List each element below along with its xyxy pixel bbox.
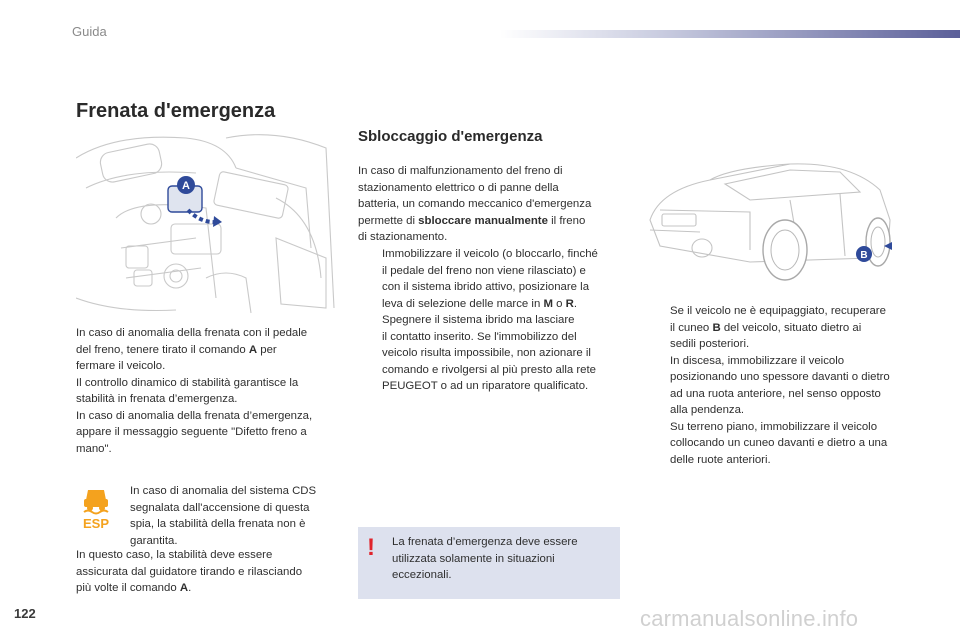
text-line: utilizzata solamente in situazioni	[392, 552, 555, 565]
page-number: 122	[14, 606, 36, 621]
text-line: il contatto inserito. Se l'immobilizzo del	[382, 330, 577, 343]
warning-note-text	[392, 534, 612, 584]
cds-anomaly-paragraph	[130, 483, 340, 549]
text-line: In discesa, immobilizzare il veicolo	[670, 354, 845, 367]
text-line: collocando un cuneo davanti e dietro a una	[670, 437, 888, 449]
car-wedge-illustration	[640, 150, 900, 290]
text-line: posizionando uno spessore davanti o dietro	[670, 371, 890, 383]
bullet-item	[358, 246, 626, 312]
text-line: eccezionali.	[392, 569, 452, 581]
text-line: leva di selezione delle marce in M o R.	[382, 297, 578, 310]
text-line: PEUGEOT o ad un riparatore qualificato.	[382, 380, 589, 392]
bullet-item	[646, 303, 916, 353]
bold-term: M	[543, 297, 553, 310]
text-line: Su terreno piano, immobilizzare il veicolo	[670, 420, 878, 433]
text-line: di stazionamento.	[358, 231, 448, 243]
watermark: carmanualsonline.info	[640, 606, 859, 631]
text-line: con il sistema ibrido attivo, posizionare la	[382, 281, 590, 293]
text-line: stabilità in frenata d’emergenza.	[76, 393, 238, 405]
text-line: fermare il veicolo.	[76, 360, 166, 372]
text-line: segnalata dall'accensione di questa	[130, 501, 310, 514]
text-line: il pedale del freno non viene rilasciato) e	[382, 264, 586, 277]
driver-stability-paragraph	[76, 547, 341, 597]
text-line: Spegnere il sistema ibrido ma lasciare	[382, 314, 575, 326]
section-subtitle: Sbloccaggio d'emergenza	[358, 128, 543, 145]
text-line: Il controllo dinamico di stabilità garantisce la	[76, 376, 299, 389]
text-line: comando e rivolgersi al più presto alla rete	[382, 363, 597, 376]
text-line: In caso di anomalia del sistema CDS	[130, 485, 317, 497]
bold-term: A	[179, 582, 189, 594]
text-line: stazionamento elettrico o di panne della	[358, 181, 559, 194]
esp-warning-icon	[80, 486, 112, 530]
text-line: batteria, un comando meccanico d'emergenza	[358, 198, 592, 210]
text-line: appare il messaggio seguente "Difetto freno a	[76, 426, 307, 438]
text-line: Immobilizzare il veicolo (o bloccarlo, finché	[382, 248, 598, 260]
unlock-intro-paragraph	[358, 163, 626, 246]
page-title: Frenata d'emergenza	[76, 100, 276, 122]
bold-term: B	[712, 321, 721, 334]
text-line: In caso di malfunzionamento del freno di	[358, 165, 563, 177]
text-line: mano".	[76, 442, 112, 455]
text-line: sedili posteriori.	[670, 338, 750, 350]
bold-term: sbloccare manualmente	[418, 214, 548, 227]
figure-label-b: B	[860, 250, 868, 261]
text-line: permette di sbloccare manualmente il freno	[358, 214, 586, 227]
text-line: del freno, tenere tirato il comando A per	[76, 343, 277, 356]
figure-label-a: A	[182, 180, 190, 192]
brake-control-illustration	[76, 128, 336, 314]
text-line: alla pendenza.	[670, 404, 745, 416]
warning-icon: !	[367, 534, 375, 561]
section-label: Guida	[72, 24, 107, 39]
unlock-bullet-list	[358, 246, 626, 395]
brake-anomaly-paragraph	[76, 325, 341, 457]
text-line: garantita.	[130, 534, 178, 547]
text-line: più volte il comando A.	[76, 582, 192, 594]
text-line: veicolo risulta impossibile, non azionare il	[382, 347, 591, 359]
header-bar	[500, 30, 960, 38]
text-line: La frenata d’emergenza deve essere	[392, 536, 578, 548]
esp-label: ESP	[82, 516, 110, 530]
text-line: ad una ruota anteriore, nel senso opposto	[670, 387, 881, 400]
text-line: In caso di anomalia della frenata con il pedale	[76, 327, 308, 339]
text-line: assicurata dal guidatore tirando e rilasciando	[76, 565, 303, 578]
text-line: In questo caso, la stabilità deve essere	[76, 549, 273, 561]
text-line: In caso di anomalia della frenata d’emergenza,	[76, 409, 313, 422]
bold-term: R	[565, 297, 574, 310]
text-line: il cuneo B del veicolo, situato dietro ai	[670, 321, 862, 334]
bold-term: A	[248, 343, 258, 356]
text-line: spia, la stabilità della frenata non è	[130, 518, 306, 530]
wedge-bullet-list	[646, 303, 916, 468]
bullet-item	[358, 312, 626, 395]
text-line: delle ruote anteriori.	[670, 453, 771, 466]
text-line: Se il veicolo ne è equipaggiato, recuperare	[670, 305, 886, 317]
bullet-item	[646, 353, 916, 469]
